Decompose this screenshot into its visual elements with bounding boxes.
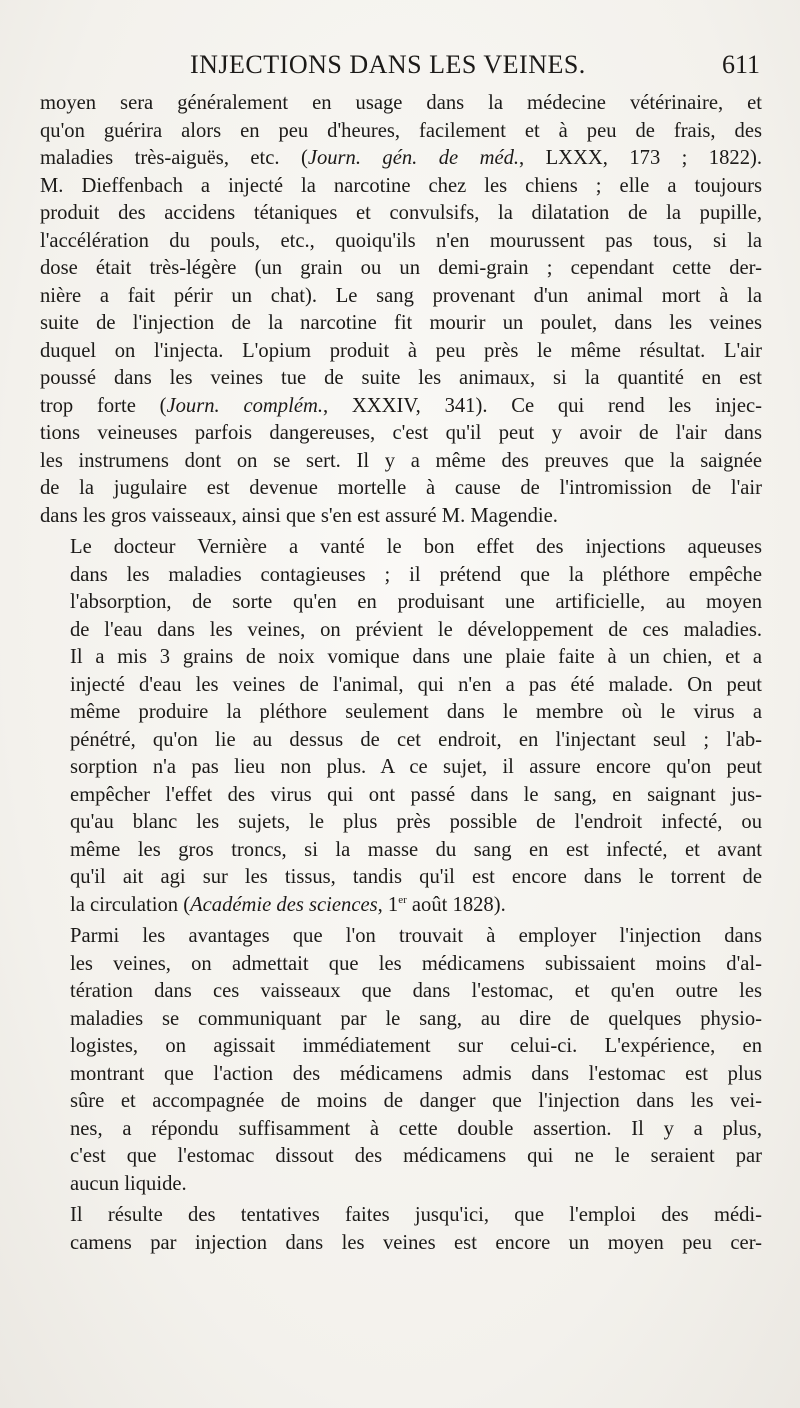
text-line: trop forte (Journ. complém., XXXIV, 341). Ce qui rend les injec- xyxy=(40,394,762,417)
text-line: camens par injection dans les veines est encore un moyen peu cer- xyxy=(70,1231,762,1254)
text-line: sûre et accompagnée de moins de danger que l'injection dans les vei- xyxy=(70,1090,762,1112)
text-line: les instrumens dont on se sert. Il y a même des preuves que la saignée xyxy=(40,449,762,472)
text-line: de l'eau dans les veines, on prévient le développement de ces maladies. xyxy=(70,618,762,641)
text-line: de la jugulaire est devenue mortelle à cause de l'intromission de l'air xyxy=(40,477,762,499)
text-line: l'absorption, de sorte qu'en en produisant une artificielle, au moyen xyxy=(70,591,762,613)
text-line: Le docteur Vernière a vanté le bon effet des injections aqueuses xyxy=(70,536,762,558)
paragraph-4 xyxy=(40,1202,762,1257)
text-line: qu'il ait agi sur les tissus, tandis qu'il est encore dans le torrent de xyxy=(70,866,762,888)
text-line: montrant que l'action des médicamens admis dans l'estomac est plus xyxy=(70,1062,762,1085)
text-line: qu'au blanc les sujets, le plus près possible de l'endroit infecté, ou xyxy=(70,811,762,833)
text-line: Parmi les avantages que l'on trouvait à employer l'injection dans xyxy=(70,925,762,947)
paragraph-1 xyxy=(40,90,762,530)
text-line: duquel on l'injecta. L'opium produit à peu près le même résultat. L'air xyxy=(40,339,762,362)
text-line: nière a fait périr un chat). Le sang provenant d'un animal mort à la xyxy=(40,284,762,307)
text-line: M. Dieffenbach a injecté la narcotine chez les chiens ; elle a toujours xyxy=(40,174,762,197)
page-header xyxy=(40,50,760,84)
text-line: dans les maladies contagieuses ; il prétend que la pléthore empêche xyxy=(70,563,762,586)
text-line: maladies très-aiguës, etc. (Journ. gén. de méd., LXXX, 173 ; 1822). xyxy=(40,147,762,169)
text-line: moyen sera généralement en usage dans la médecine vétérinaire, et xyxy=(40,92,762,114)
text-line: Il a mis 3 grains de noix vomique dans une plaie faite à un chien, et a xyxy=(70,646,762,668)
text-line: tération dans ces vaisseaux que dans l'estomac, et qu'en outre les xyxy=(70,980,762,1002)
text-line: qu'on guérira alors en peu d'heures, facilement et à peu de frais, des xyxy=(40,119,762,142)
running-title: INJECTIONS DANS LES VEINES. xyxy=(190,50,586,79)
page-number: 611 xyxy=(721,50,760,79)
text-line: maladies se communiquant par le sang, au dire de quelques physio- xyxy=(70,1007,762,1030)
text-line: suite de l'injection de la narcotine fit mourir un poulet, dans les veines xyxy=(40,312,762,334)
text-line: dose était très-légère (un grain ou un demi-grain ; cependant cette der- xyxy=(40,257,762,279)
text-line: même les gros troncs, si la masse du sang en est infecté, et avant xyxy=(70,838,762,861)
text-line: dans les gros vaisseaux, ainsi que s'en est assuré M. Magendie. xyxy=(40,504,558,527)
text-line: pénétré, qu'on lie au dessus de cet endroit, en l'injectant seul ; l'ab- xyxy=(70,728,762,751)
text-line: c'est que l'estomac dissout des médicamens qui ne le seraient par xyxy=(70,1145,762,1167)
body-text xyxy=(40,90,762,1257)
text-line: les veines, on admettait que les médicamens subissaient moins d'al- xyxy=(70,952,762,975)
text-line: même produire la pléthore seulement dans le membre où le virus a xyxy=(70,701,762,723)
text-line: aucun liquide. xyxy=(70,1172,187,1195)
paragraph-3 xyxy=(40,923,762,1198)
text-line: logistes, on agissait immédiatement sur celui-ci. L'expérience, en xyxy=(70,1035,762,1057)
text-line: Il résulte des tentatives faites jusqu'ici, que l'emploi des médi- xyxy=(70,1204,762,1226)
paragraph-2 xyxy=(40,534,762,919)
text-line: tions veineuses parfois dangereuses, c'est qu'il peut y avoir de l'air dans xyxy=(40,422,762,444)
text-line: poussé dans les veines tue de suite les animaux, si la quantité en est xyxy=(40,367,762,389)
text-line: injecté d'eau les veines de l'animal, qui n'en a pas été malade. On peut xyxy=(70,673,762,696)
text-line: la circulation (Académie des sciences, 1er août 1828). xyxy=(70,893,506,916)
text-line: sorption n'a pas lieu non plus. A ce sujet, il assure encore qu'on peut xyxy=(70,756,762,778)
text-line: nes, a répondu suffisamment à cette double assertion. Il y a plus, xyxy=(70,1117,762,1140)
text-line: l'accélération du pouls, etc., quoiqu'ils n'en mourussent pas tous, si la xyxy=(40,229,762,252)
text-line: produit des accidens tétaniques et convulsifs, la dilatation de la pupille, xyxy=(40,202,762,224)
text-line: empêcher l'effet des virus qui ont passé dans le sang, en saignant jus- xyxy=(70,783,762,806)
